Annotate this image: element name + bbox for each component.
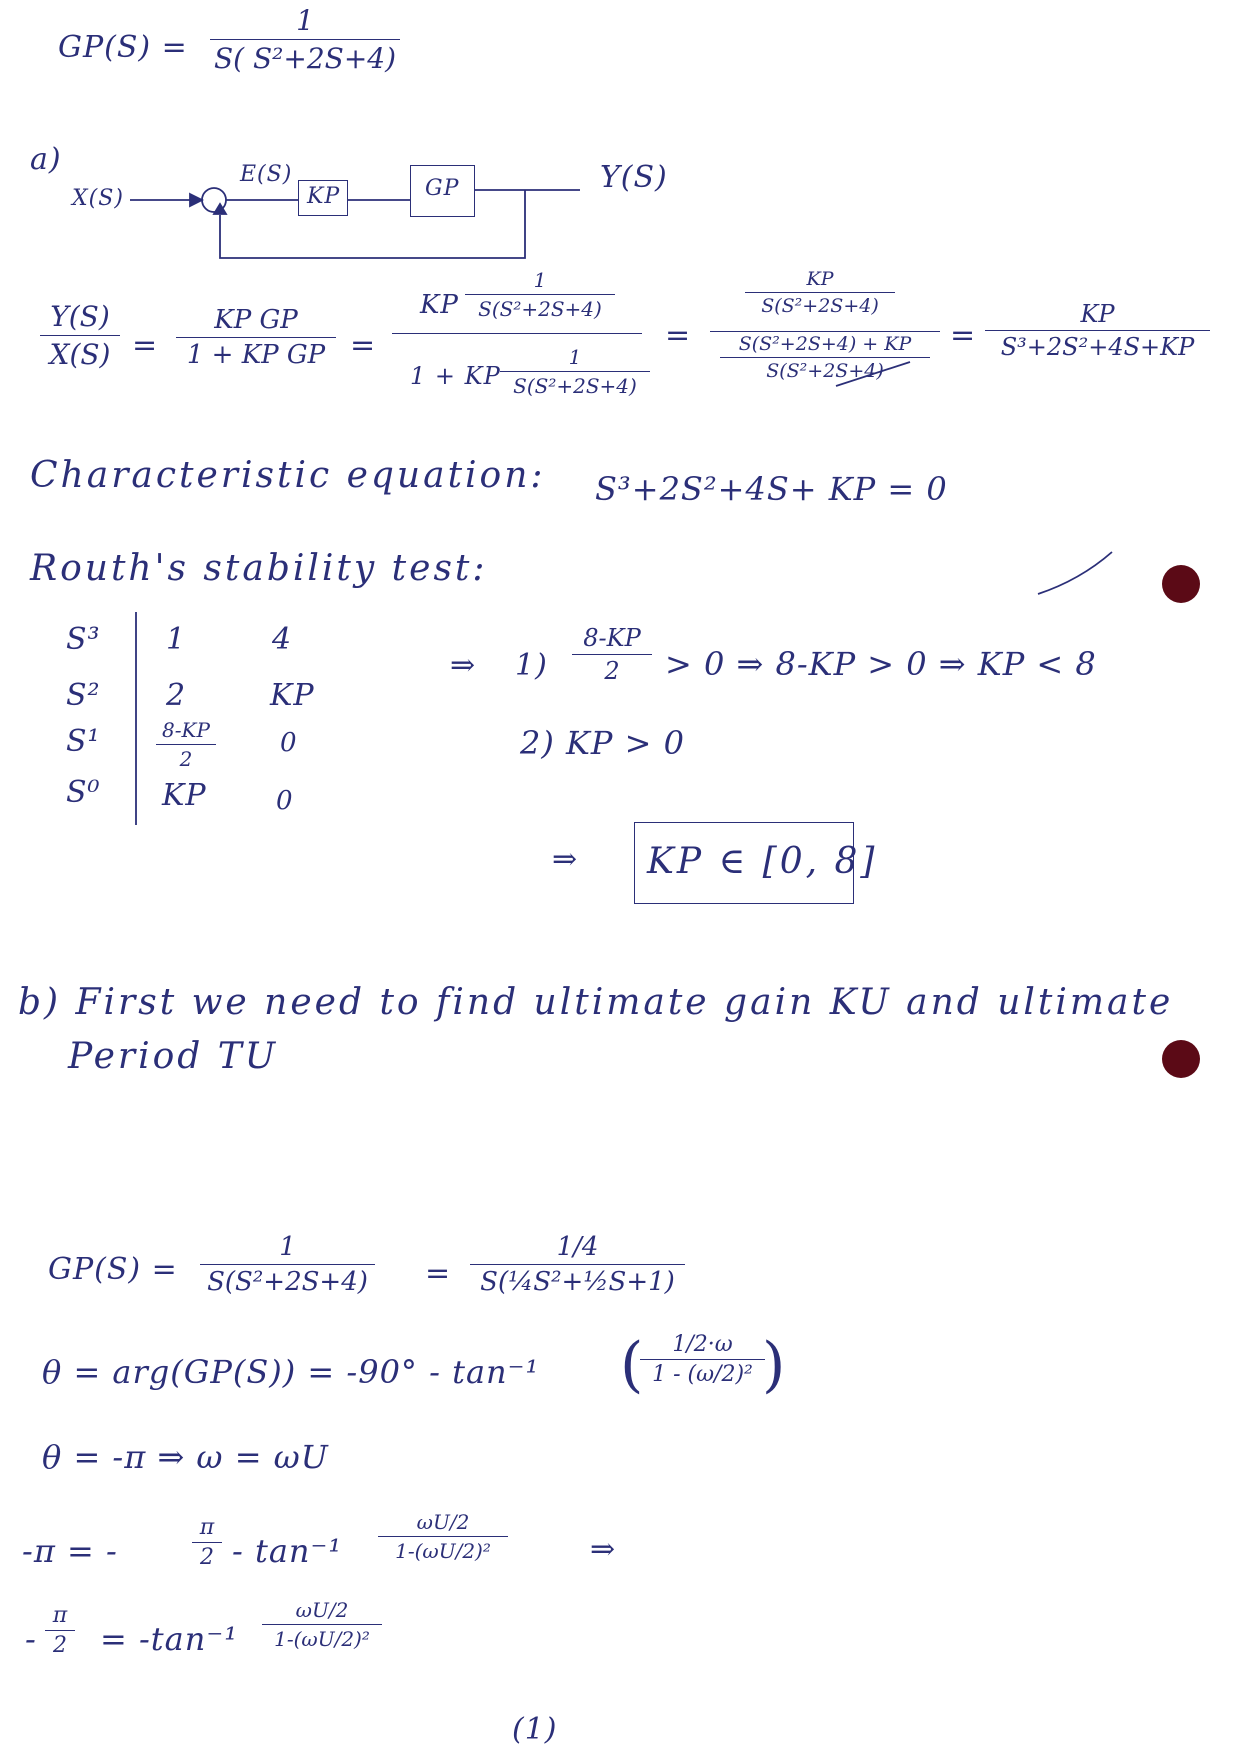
fraction-bar: [985, 330, 1210, 331]
f3-den-top: S(S²+2S+4) + KP: [738, 333, 912, 355]
f2-den-den: S(S²+2S+4): [513, 374, 637, 398]
cond-1-label: 1): [515, 648, 548, 683]
f3-num: [745, 268, 895, 317]
fraction-bar: [156, 744, 216, 745]
part-a-label: a): [30, 142, 62, 177]
fraction-bar: [572, 654, 652, 655]
eq1-num: ωU/2: [416, 1510, 470, 1534]
char-eq-expr: S³+2S²+4S+ KP = 0: [595, 470, 948, 508]
cond-1-rest: > 0 ⇒ 8-KP > 0 ⇒ KP < 8: [665, 645, 1097, 683]
routh-cell: 0: [276, 786, 294, 816]
result-text: KP ∈ [0, 8]: [647, 841, 878, 882]
gp-lhs-b: GP(S) =: [48, 1252, 178, 1287]
equals-1: =: [132, 328, 159, 363]
fraction-bar: [192, 1542, 222, 1543]
result-box: [634, 822, 878, 904]
gp-b-num: 1: [279, 1232, 296, 1262]
routh-cell: 4: [272, 622, 293, 657]
lhs-den: X(S): [49, 338, 111, 371]
fraction-bar: [745, 292, 895, 293]
gp-fraction-b2: [470, 1232, 685, 1297]
pen-stroke: [1038, 552, 1112, 594]
f3-num-bottom: S(S²+2S+4): [761, 295, 879, 317]
routh-frac-den: 2: [179, 747, 193, 771]
paren-close: ): [762, 1330, 786, 1400]
eq2-pi-frac: [45, 1603, 75, 1658]
routh-cell: 0: [280, 728, 298, 758]
error-label: E(S): [240, 162, 293, 187]
fraction-bar: [640, 1359, 765, 1360]
fraction-bar: [378, 1536, 508, 1537]
eq2-pi: π: [52, 1603, 68, 1628]
fraction-bar: [720, 357, 930, 358]
theta-num: 1/2·ω: [672, 1332, 733, 1357]
eq2-fraction: [262, 1598, 382, 1651]
f2-main-bar: [392, 333, 642, 334]
fraction-bar: [200, 1264, 375, 1265]
f3-num-top: KP: [806, 268, 834, 290]
eq1-pi-frac: [192, 1515, 222, 1570]
hole-punch-mark: [1162, 565, 1200, 603]
cond-1-den: 2: [604, 657, 620, 685]
cond-2: 2) KP > 0: [520, 724, 685, 762]
paren-open: (: [620, 1330, 644, 1400]
routh-power: S³: [66, 622, 101, 657]
gp-fraction-b: [200, 1232, 375, 1297]
part-b-line2: Period TU: [68, 1036, 279, 1077]
f1-num: KP GP: [214, 305, 298, 335]
equals-3: =: [665, 318, 692, 353]
gp-b-den: S(S²+2S+4): [207, 1267, 368, 1297]
page-number: (1): [512, 1712, 558, 1747]
routh-cell: KP: [162, 778, 207, 813]
cond-1-num: 8-KP: [583, 624, 641, 652]
lhs-fraction: [40, 300, 120, 371]
gain-block-label: KP: [307, 184, 341, 209]
eq1-den: 1-(ωU/2)²: [395, 1539, 491, 1563]
eq1-arrow: ⇒: [590, 1532, 617, 1567]
f3-main-bar: [710, 331, 940, 332]
header-fraction: [210, 4, 400, 75]
routh-cell: KP: [270, 678, 315, 713]
result-arrow: ⇒: [552, 842, 579, 877]
f4-den: S³+2S²+4S+KP: [1000, 333, 1195, 361]
routh-title: Routh's stability test:: [30, 548, 488, 589]
routh-power: S²: [66, 678, 101, 713]
part-b-line1: b) First we need to find ultimate gain KU and ultimate: [18, 982, 1174, 1023]
fraction-bar: [45, 1630, 75, 1631]
f4-fraction: [985, 300, 1210, 361]
f2-inner-den: S(S²+2S+4): [478, 297, 602, 321]
f1-fraction: [176, 305, 336, 370]
f2-one: 1: [533, 268, 547, 292]
routh-power: S⁰: [66, 775, 101, 810]
theta-fraction: [640, 1332, 765, 1387]
eq1-fraction: [378, 1510, 508, 1563]
input-label: X(S): [72, 186, 124, 211]
eq2-two: 2: [53, 1633, 67, 1658]
eq2-mid: = -tan⁻¹: [100, 1620, 239, 1658]
routh-power: S¹: [66, 724, 101, 759]
gp-eq-b: =: [425, 1256, 452, 1291]
eq2-num: ωU/2: [295, 1598, 349, 1622]
f3-den-bottom: S(S²+2S+4): [766, 360, 884, 382]
routh-frac-num: 8-KP: [162, 718, 210, 742]
fraction-bar: [176, 337, 336, 338]
fraction-bar: [465, 294, 615, 295]
header-den: S( S²+2S+4): [213, 42, 397, 75]
char-eq-label: Characteristic equation:: [30, 455, 546, 496]
eq1-two: 2: [200, 1545, 214, 1570]
eq1-pi: π: [199, 1515, 215, 1540]
f2-num-frac: [465, 268, 615, 321]
f2-kp: KP: [420, 290, 459, 320]
f3-den: [720, 333, 930, 382]
routh-cell-fraction: [156, 718, 216, 771]
gp-b-den2: S(¼S²+½S+1): [480, 1267, 675, 1297]
f1-den: 1 + KP GP: [186, 340, 326, 370]
header-num: 1: [296, 4, 314, 37]
fraction-bar: [40, 335, 120, 336]
equals-4: =: [950, 318, 977, 353]
theta-lhs: θ = arg(GP(S)) = -90° - tan⁻¹: [42, 1353, 540, 1391]
gain-block: [298, 180, 348, 216]
cond-1-fraction: [572, 624, 652, 685]
lhs-num: Y(S): [50, 300, 110, 333]
gp-lhs: GP(S) =: [58, 30, 188, 65]
theta-pi: θ = -π ⇒ ω = ωU: [42, 1438, 329, 1476]
hole-punch-mark: [1162, 1040, 1200, 1078]
input-arrow: [190, 194, 202, 206]
eq2-den: 1-(ωU/2)²: [274, 1627, 370, 1651]
plant-block-label: GP: [425, 176, 460, 201]
f4-num: KP: [1080, 300, 1115, 328]
fraction-bar: [210, 39, 400, 40]
routh-cell: 2: [166, 678, 187, 713]
fraction-bar: [262, 1624, 382, 1625]
eq2-minus: -: [25, 1620, 37, 1658]
plant-block: [410, 165, 475, 217]
gp-b-num2: 1/4: [556, 1232, 599, 1262]
fraction-bar: [470, 1264, 685, 1265]
eq1-mid: - tan⁻¹: [232, 1532, 343, 1570]
output-label: Y(S): [600, 160, 668, 195]
fraction-bar: [500, 371, 650, 372]
theta-den: 1 - (ω/2)²: [652, 1362, 753, 1387]
equals-2: =: [350, 328, 377, 363]
f2-den-prefix: 1 + KP: [410, 362, 501, 390]
eq1-lhs: -π = -: [22, 1532, 118, 1570]
routh-cell: 1: [166, 622, 187, 657]
f2-den-frac: [500, 345, 650, 398]
cond-arrow: ⇒: [450, 648, 477, 683]
f2-den-num: 1: [568, 345, 582, 369]
